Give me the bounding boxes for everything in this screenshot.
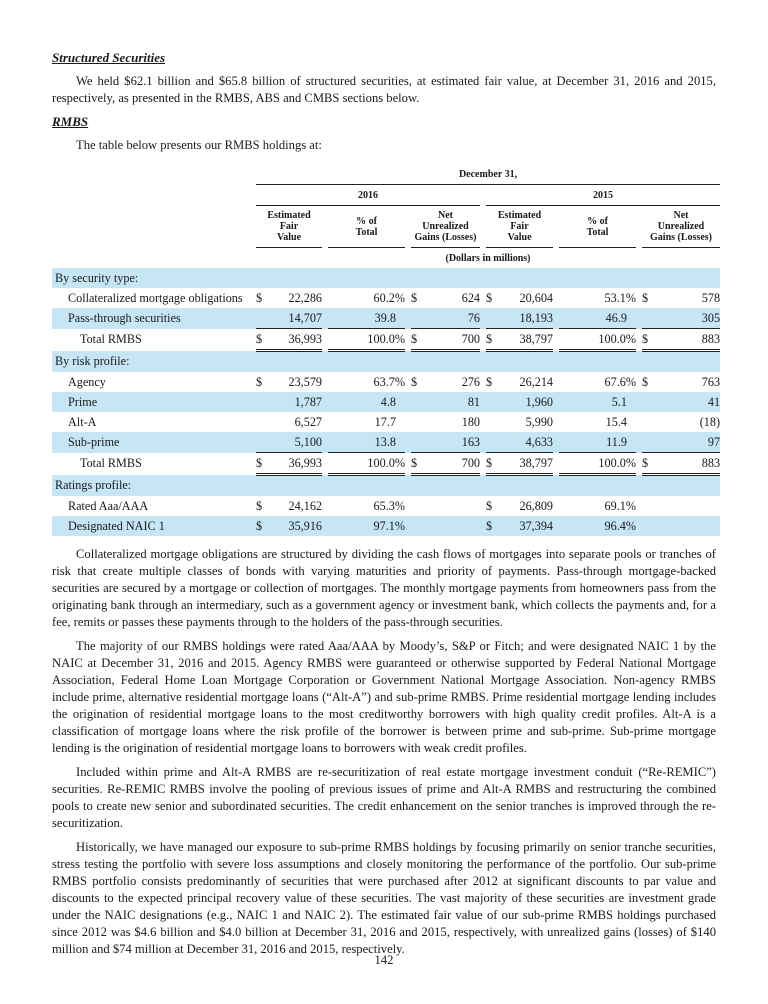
intro-paragraph: We held $62.1 billion and $65.8 billion of structured securities, at estimated fair value, at December 31, 2016 and 2015, respectively, as presented in the RMBS, ABS and CMBS sections below. [52, 74, 716, 105]
cell-value: 180 [461, 414, 480, 429]
date-header: December 31, [256, 164, 720, 185]
cell-value: 5,100 [294, 434, 322, 449]
dollar-sign: $ [486, 374, 493, 389]
column-header-line: Net [438, 210, 453, 221]
dollar-sign: $ [642, 290, 649, 305]
section-row [52, 268, 720, 288]
cell-value: 11.9 [606, 434, 627, 449]
row-label: Prime [52, 392, 250, 412]
column-header-line: Estimated [497, 210, 542, 221]
row-label: Sub-prime [52, 432, 250, 453]
dollar-sign: $ [411, 374, 418, 389]
cell-value: 23,579 [288, 374, 322, 389]
cell-value: (18) [699, 414, 721, 429]
dollar-sign: $ [642, 331, 649, 346]
cell-value: 67.6% [604, 374, 636, 389]
cell-value: 26,809 [519, 498, 553, 513]
cell-value: 26,214 [519, 374, 553, 389]
dollar-sign: $ [256, 331, 263, 346]
row-label: Agency [68, 374, 106, 389]
dollar-sign: $ [486, 498, 493, 513]
dollar-sign: $ [256, 290, 263, 305]
cell-value: 38,797 [519, 331, 553, 346]
row-label: Ratings profile: [52, 475, 250, 497]
column-header [328, 206, 405, 248]
total-row [52, 453, 720, 475]
dollar-sign: $ [256, 518, 263, 533]
cell-value: 883 [701, 455, 721, 470]
section-row [52, 351, 720, 373]
year-2015-header: 2015 [486, 185, 720, 206]
cell-value: 624 [461, 290, 480, 305]
dollar-sign: $ [411, 290, 418, 305]
cell-value: 97 [707, 434, 721, 449]
cell-value: 5.1 [611, 394, 627, 409]
cell-value: 1,960 [525, 394, 553, 409]
cell-value: 700 [461, 455, 480, 470]
table-row [52, 516, 720, 536]
section-title: Structured Securities [52, 50, 166, 65]
cell-value: 578 [701, 290, 721, 305]
row-label: Alt-A [68, 414, 97, 429]
row-label: Total RMBS [80, 332, 142, 346]
table-row [52, 308, 720, 329]
column-header [411, 206, 480, 248]
cell-value: 96.4% [604, 518, 636, 533]
cell-value: 63.7% [373, 374, 405, 389]
dollar-sign: $ [642, 455, 649, 470]
dollar-sign: $ [486, 455, 493, 470]
column-header [256, 206, 322, 248]
cell-value: 13.8 [374, 434, 396, 449]
page-number: 142 [374, 953, 394, 967]
dollar-sign: $ [411, 455, 418, 470]
table-row [52, 372, 720, 392]
cell-value: 39.8 [374, 310, 396, 325]
cell-value: 100.0% [598, 455, 636, 470]
row-label: Pass-through securities [52, 308, 250, 329]
total-row [52, 329, 720, 351]
cell-value: 22,286 [288, 290, 322, 305]
dollar-sign: $ [486, 290, 493, 305]
year-2016-header: 2016 [256, 185, 480, 206]
column-header-line: Fair [279, 221, 299, 232]
column-header-line: Gains (Losses) [650, 232, 712, 243]
body-paragraph: Included within prime and Alt-A RMBS are re-securitization of real estate mortgage investment conduit (“Re-REMIC”) securities. Re-REMIC RMBS involve the pooling of previous issues of prime and Alt-A RMBS and restructuring the combined pools to create new senior and subordinated securities. The credit enhancement on the senior tranches is improved through the re-securitization. [52, 765, 716, 830]
cell-value: 6,527 [294, 414, 322, 429]
column-header-line: Unrealized [422, 221, 469, 232]
dollar-sign: $ [256, 455, 263, 470]
rmbs-table [52, 164, 720, 536]
dollar-sign: $ [486, 518, 493, 533]
dollar-sign: $ [256, 498, 263, 513]
cell-value: 15.4 [605, 414, 627, 429]
table-row [52, 392, 720, 412]
cell-value: 883 [701, 331, 721, 346]
column-header-line: Estimated [267, 210, 311, 221]
column-header [486, 206, 553, 248]
column-header-line: Unrealized [657, 221, 705, 232]
cell-value: 163 [461, 434, 480, 449]
cell-value: 97.1% [373, 518, 405, 533]
row-label: By risk profile: [52, 351, 250, 373]
table-row [52, 496, 720, 516]
cell-value: 41 [707, 394, 721, 409]
table-row [52, 432, 720, 453]
cell-value: 38,797 [519, 455, 553, 470]
cell-value: 35,916 [288, 518, 322, 533]
table-intro: The table below presents our RMBS holdings at: [76, 138, 322, 152]
dollar-sign: $ [411, 331, 418, 346]
row-label: By security type: [52, 268, 250, 288]
cell-value: 100.0% [367, 455, 405, 470]
cell-value: 60.2% [373, 290, 405, 305]
column-header [559, 206, 636, 248]
body-paragraph: The majority of our RMBS holdings were rated Aaa/AAA by Moody’s, S&P or Fitch; and were designated NAIC 1 by the NAIC at December 31, 2016 and 2015. Agency RMBS were guaranteed or otherwise supported by Federal National Mortgage Association, Federal Home Loan Mortgage Corporation or Government National Mortgage Association. Non-agency RMBS include prime, alternative residential mortgage loans (“Alt-A”) and sub-prime RMBS. Prime residential mortgage lending includes the origination of residential mortgage loans to the most creditworthy borrowers with high quality credit profiles. Alt-A is a classification of mortgage loans where the risk profile of the borrower is between prime and sub-prime. Sub-prime mortgage lending is the origination of residential mortgage loans to borrowers with weak credit profiles. [52, 639, 716, 755]
document-page [52, 50, 721, 965]
cell-value: 763 [701, 374, 721, 389]
cell-value: 1,787 [294, 394, 322, 409]
body-paragraph: Collateralized mortgage obligations are structured by dividing the cash flows of mortgages into separate pools or tranches of risk that create multiple classes of bonds with varying maturities and priority of payments. Pass-through mortgage-backed securities are secured by a mortgage or collection of mortgages. The monthly mortgage payments from homeowners pass from the originating bank through an intermediary, such as a government agency or investment bank, which collects the payments and, for a fee, remits or passes these payments through to the holders of the pass-through securities. [52, 547, 716, 629]
cell-value: 81 [467, 394, 480, 409]
cell-value: 36,993 [288, 331, 322, 346]
column-header-line: Total [355, 226, 378, 238]
column-header-line: % of [356, 215, 377, 227]
cell-value: 53.1% [604, 290, 636, 305]
cell-value: 14,707 [288, 310, 322, 325]
cell-value: 65.3% [373, 498, 405, 513]
cell-value: 24,162 [288, 498, 322, 513]
row-label: Rated Aaa/AAA [68, 498, 149, 513]
cell-value: 305 [701, 310, 721, 325]
cell-value: 4,633 [525, 434, 553, 449]
column-header-line: Value [507, 232, 532, 243]
body-paragraph: Historically, we have managed our exposure to sub-prime RMBS holdings by focusing primarily on senior tranche securities, stress testing the portfolio with severe loss assumptions and closely monitoring the performance of the portfolio. Our sub-prime RMBS portfolio consists predominantly of securities that were purchased after 2012 at significant discounts to par value and discounts to the expected principal recovery value of these securities. The vast majority of these securities are investment grade under the NAIC designations (e.g., NAIC 1 and NAIC 2). The estimated fair value of our sub-prime RMBS holdings purchased since 2012 was $4.6 billion and $4.0 billion at December 31, 2016 and 2015, respectively, with unrealized gains (losses) of $140 million and $74 million at December 31, 2016 and 2015, respectively. [52, 840, 716, 956]
row-label: Collateralized mortgage obligations [68, 290, 243, 305]
cell-value: 46.9 [605, 310, 627, 325]
cell-value: 69.1% [604, 498, 636, 513]
column-header-line: Fair [510, 221, 529, 232]
section-row [52, 475, 720, 497]
subsection-title: RMBS [52, 114, 89, 129]
cell-value: 4.8 [380, 394, 396, 409]
dollar-sign: $ [256, 374, 263, 389]
cell-value: 5,990 [525, 414, 553, 429]
cell-value: 100.0% [367, 331, 405, 346]
column-header [642, 206, 720, 248]
row-label: Total RMBS [80, 456, 142, 470]
cell-value: 276 [461, 374, 480, 389]
cell-value: 37,394 [519, 518, 553, 533]
cell-value: 18,193 [519, 310, 553, 325]
cell-value: 700 [461, 331, 480, 346]
column-header-line: Gains (Losses) [414, 232, 477, 243]
column-header-line: % of [587, 215, 608, 227]
table-row [52, 288, 720, 308]
row-label: Designated NAIC 1 [52, 516, 250, 536]
cell-value: 17.7 [374, 414, 396, 429]
cell-value: 76 [467, 310, 480, 325]
column-header-line: Net [673, 210, 689, 221]
cell-value: 20,604 [519, 290, 553, 305]
cell-value: 100.0% [598, 331, 636, 346]
table-row [52, 412, 720, 432]
cell-value: 36,993 [288, 455, 322, 470]
units-label: (Dollars in millions) [445, 252, 531, 264]
dollar-sign: $ [486, 331, 493, 346]
dollar-sign: $ [642, 374, 649, 389]
column-header-line: Total [586, 226, 609, 238]
column-header-line: Value [276, 232, 302, 243]
